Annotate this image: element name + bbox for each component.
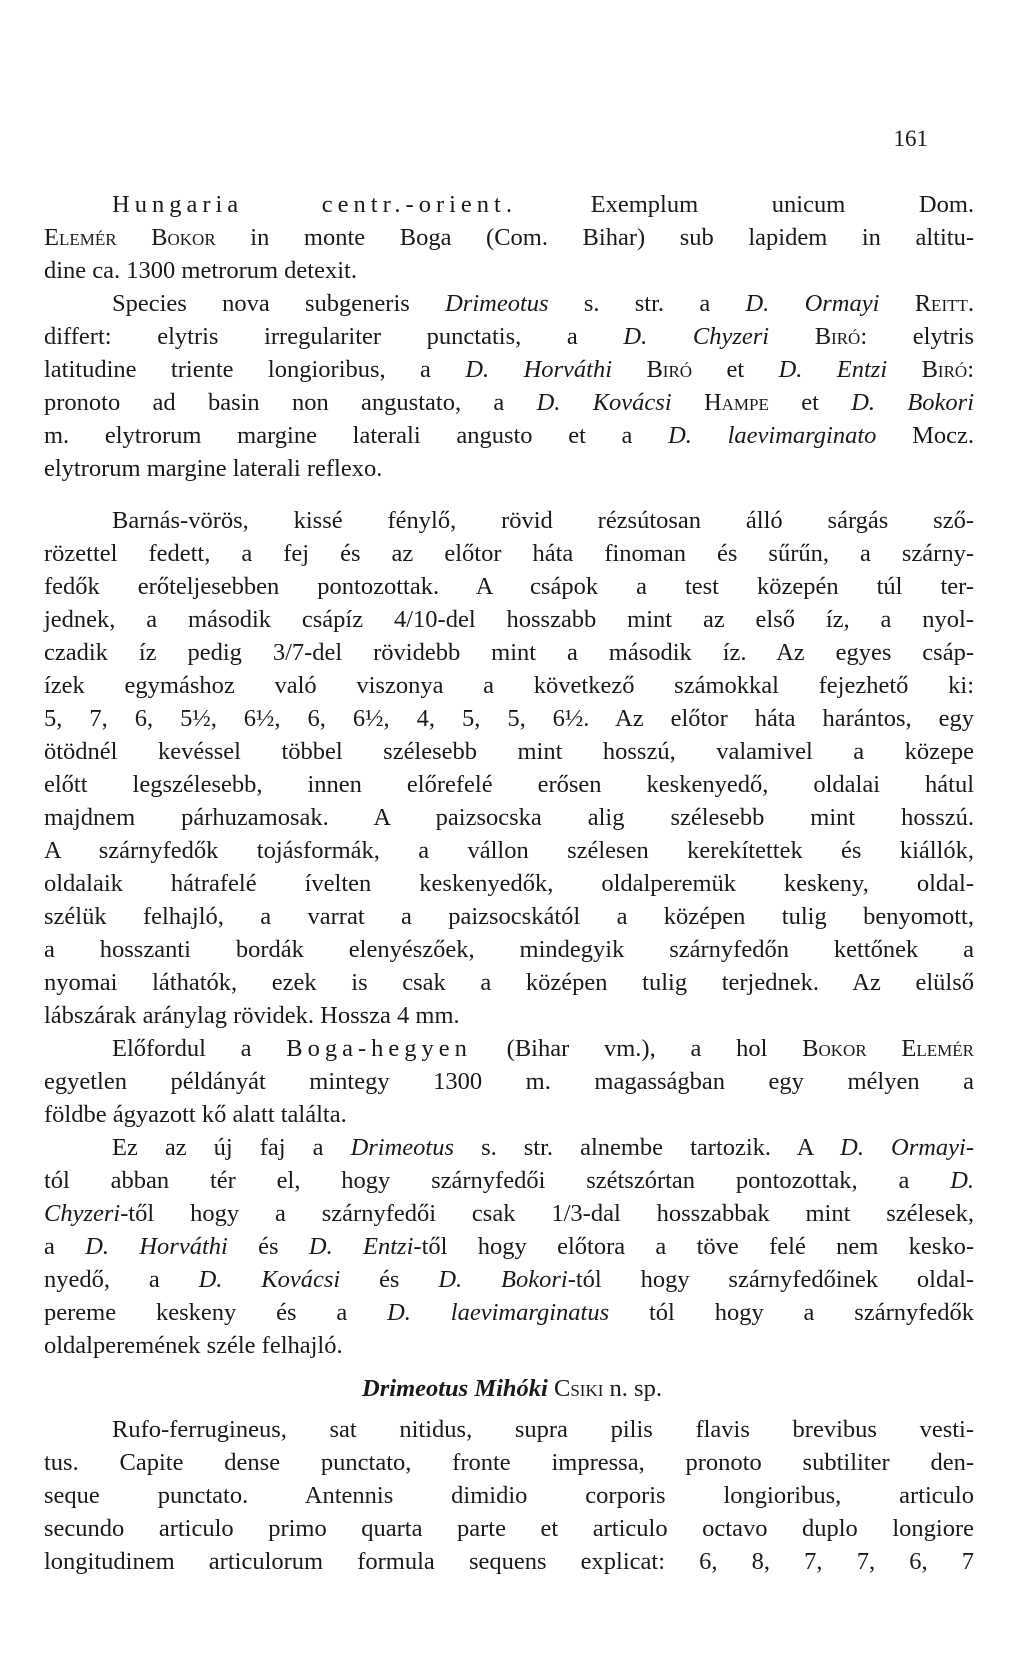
text-line: Elemér Bokor in monte Boga (Com. Bihar) sub lapidem in altitu- xyxy=(44,224,974,251)
text-line: Ez az új faj a Drimeotus s. str. alnembe tartozik. A D. Ormayi- xyxy=(112,1134,975,1161)
text-line: Rufo-ferrugineus, sat nitidus, supra pilis flavis brevibus vesti- xyxy=(112,1416,974,1443)
text-line: latitudine triente longioribus, a D. Horváthi Biró et D. Entzi Biró: xyxy=(44,356,974,383)
text-line: Barnás-vörös, kissé fénylő, rövid rézsútosan álló sárgás sző- xyxy=(112,507,974,534)
text-line: a D. Horváthi és D. Entzi-től hogy előtora a töve felé nem kesko- xyxy=(44,1233,974,1260)
text-line: Előfordul a Boga-hegyen (Bihar vm.), a hol Bokor Elemér xyxy=(112,1035,974,1062)
text-line: A szárnyfedők tojásformák, a vállon szélesen kerekítettek és kiállók, xyxy=(44,837,974,864)
text-line: ötödnél kevéssel többel szélesebb mint hosszú, valamivel a közepe xyxy=(44,738,974,765)
text-line: egyetlen példányát mintegy 1300 m. magasságban egy mélyen a xyxy=(44,1068,974,1095)
text-line: tus. Capite dense punctato, fronte impressa, pronoto subtiliter den- xyxy=(44,1449,974,1476)
text-line: nyedő, a D. Kovácsi és D. Bokori-tól hogy szárnyfedőinek oldal- xyxy=(44,1266,975,1293)
collector-name: Elemér Bokor xyxy=(44,224,216,251)
species-author: Csiki xyxy=(554,1375,604,1402)
fraction: 4/10 xyxy=(393,606,438,633)
collector-name: Bokor Elemér xyxy=(802,1035,974,1062)
text-line: tól abban tér el, hogy szárnyfedői szétszórtan pontozottak, a D. xyxy=(44,1167,975,1194)
text-line: előtt legszélesebb, innen előrefelé erősen keskenyedő, oldalai hátul xyxy=(44,771,974,798)
text-line: rözettel fedett, a fej és az előtor háta finoman és sűrűn, a szárny- xyxy=(44,540,974,567)
text-line: pereme keskeny és a D. laevimarginatus tól hogy a szárnyfedők xyxy=(44,1299,975,1326)
text-line: földbe ágyazott kő alatt találta. xyxy=(44,1101,347,1128)
text-line: majdnem párhuzamosak. A paizsocska alig szélesebb mint hosszú. xyxy=(44,804,974,831)
text-line: fedők erőteljesebben pontozottak. A csápok a test közepén túl ter- xyxy=(44,573,974,600)
text-line: dine ca. 1300 metrorum detexit. xyxy=(44,257,357,284)
text-line: oldalaik hátrafelé ívelten keskenyedők, oldalperemük keskeny, oldal- xyxy=(44,870,974,897)
text-line: elytrorum margine laterali reflexo. xyxy=(44,455,383,482)
text-line: ízek egymáshoz való viszonya a következő számokkal fejezhető ki: xyxy=(44,672,974,699)
species-status: n. sp. xyxy=(609,1375,662,1402)
text-line: secundo articulo primo quarta parte et articulo octavo duplo longiore xyxy=(44,1515,974,1542)
text-line: lábszárak aránylag rövidek. Hossza 4 mm. xyxy=(44,1002,460,1029)
text-line: seque punctato. Antennis dimidio corporis longioribus, articulo xyxy=(44,1482,974,1509)
text-line: Chyzeri-től hogy a szárnyfedői csak 1/3-dal hosszabbak mint szélesek, xyxy=(44,1200,975,1227)
text-line: Hungaria centr.-orient. Exemplum unicum Dom. xyxy=(112,191,975,218)
page-number: 161 xyxy=(893,126,928,151)
species-name: Drimeotus Mihóki xyxy=(362,1375,548,1402)
fraction: 3/7 xyxy=(272,639,305,666)
species-heading xyxy=(0,1372,1024,1405)
text-line: oldalperemének széle felhajló. xyxy=(44,1332,343,1359)
text-line: 5, 7, 6, 5½, 6½, 6, 6½, 4, 5, 5, 6½. Az előtor háta harántos, egy xyxy=(44,705,974,732)
text-line: differt: elytris irregulariter punctatis, a D. Chyzeri Biró: elytris xyxy=(44,323,975,350)
text-line: szélük felhajló, a varrat a paizsocskától a középen tulig benyomott, xyxy=(44,903,974,930)
text-line: pronoto ad basin non angustato, a D. Kovácsi Hampe et D. Bokori xyxy=(44,389,975,416)
text-line: Species nova subgeneris Drimeotus s. str. a D. Ormayi Reitt. xyxy=(112,290,974,317)
text-line: m. elytrorum margine laterali angusto et a D. laevimarginato Mocz. xyxy=(44,422,974,449)
fraction: 1/3 xyxy=(551,1200,583,1227)
text-line: czadik íz pedig 3/7-del rövidebb mint a második íz. Az egyes csáp- xyxy=(44,639,974,666)
text-line: longitudinem articulorum formula sequens explicat: 6, 8, 7, 7, 6, 7 xyxy=(44,1548,974,1575)
text-line: nyomai láthatók, ezek is csak a középen tulig terjednek. Az elülső xyxy=(44,969,974,996)
text-line: a hosszanti bordák elenyészőek, mindegyik szárnyfedőn kettőnek a xyxy=(44,936,974,963)
text-line: jednek, a második csápíz 4/10-del hosszabb mint az első íz, a nyol- xyxy=(44,606,974,633)
